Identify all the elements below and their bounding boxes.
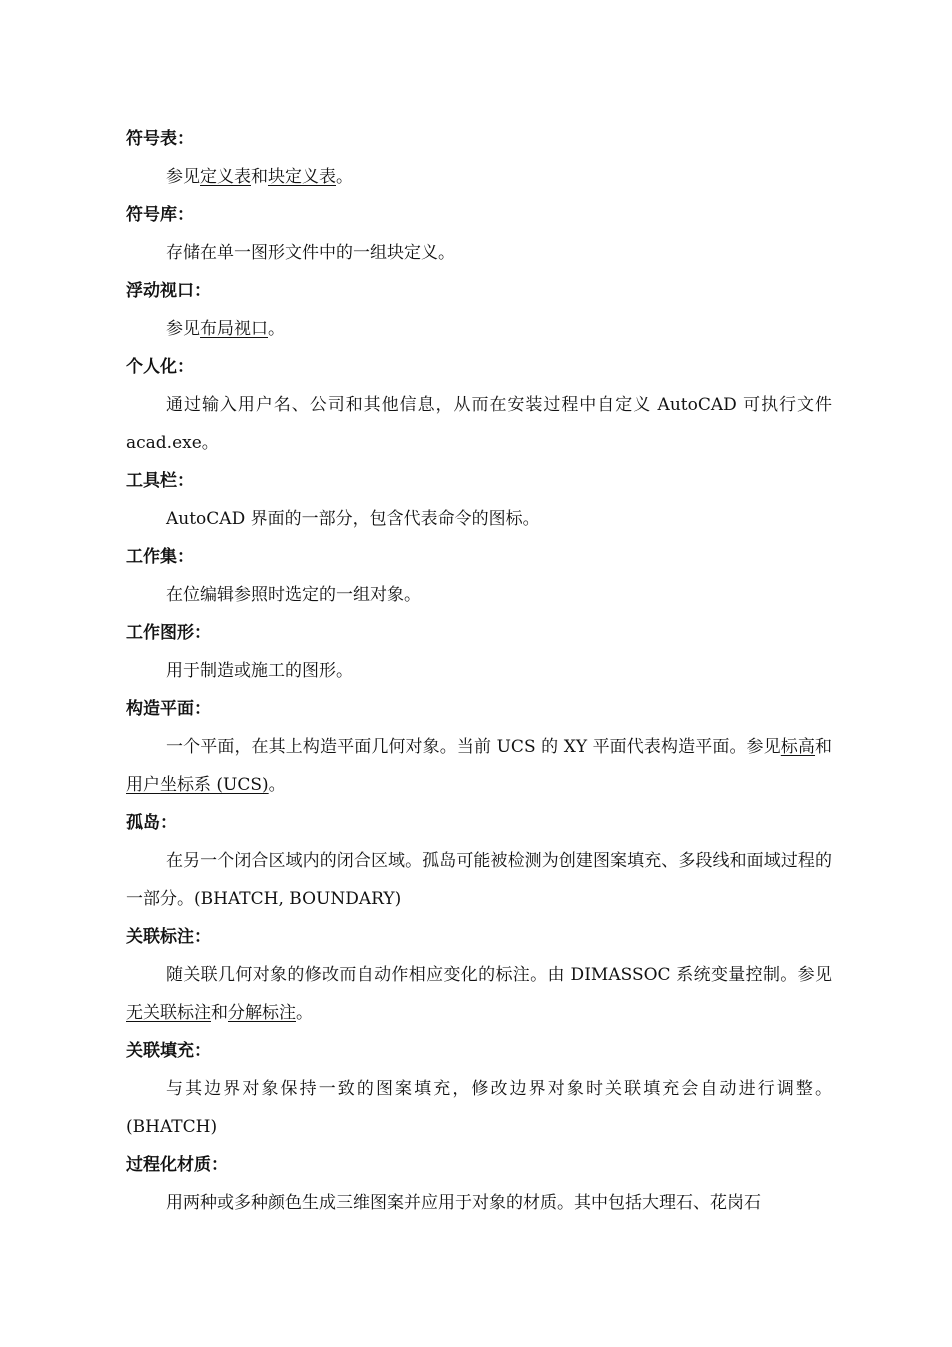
glossary-entry bbox=[126, 918, 832, 1032]
glossary-definition bbox=[126, 310, 832, 348]
glossary-definition bbox=[126, 842, 832, 918]
glossary-entry bbox=[126, 1032, 832, 1146]
definition-text: 用两种或多种颜色生成三维图案并应用于对象的材质。其中包括大理石、花岗石 bbox=[166, 1193, 761, 1213]
glossary-entry-list bbox=[126, 120, 832, 1222]
glossary-term: 符号库： bbox=[126, 205, 194, 225]
glossary-entry bbox=[126, 538, 832, 614]
link-user-coordinate-system[interactable]: 用户坐标系 (UCS) bbox=[126, 775, 269, 795]
definition-text: 参见 bbox=[166, 167, 200, 187]
definition-text: 与其边界对象保持一致的图案填充，修改边界对象时关联填充会自动进行调整。(BHATCH) bbox=[126, 1079, 832, 1137]
glossary-term: 工具栏： bbox=[126, 471, 194, 491]
definition-text: 和 bbox=[815, 737, 833, 757]
glossary-term: 符号表： bbox=[126, 129, 194, 149]
definition-text: 。 bbox=[296, 1003, 313, 1023]
link-block-definition-table[interactable]: 块定义表 bbox=[268, 167, 336, 187]
glossary-term: 孤岛： bbox=[126, 813, 177, 833]
link-layout-viewport[interactable]: 布局视口 bbox=[200, 319, 268, 339]
glossary-entry bbox=[126, 690, 832, 804]
glossary-definition bbox=[126, 1184, 832, 1222]
glossary-term: 工作图形： bbox=[126, 623, 211, 643]
glossary-term: 关联填充： bbox=[126, 1041, 211, 1061]
link-elevation[interactable]: 标高 bbox=[780, 737, 816, 757]
definition-text: 。 bbox=[268, 775, 286, 795]
definition-text: 和 bbox=[211, 1003, 228, 1023]
glossary-term: 过程化材质： bbox=[126, 1155, 228, 1175]
definition-text: AutoCAD 界面的一部分，包含代表命令的图标。 bbox=[166, 509, 540, 529]
glossary-definition bbox=[126, 234, 832, 272]
glossary-definition bbox=[126, 652, 832, 690]
glossary-entry bbox=[126, 1146, 832, 1222]
definition-text: 参见 bbox=[166, 319, 200, 339]
glossary-entry bbox=[126, 120, 832, 196]
glossary-term: 浮动视口： bbox=[126, 281, 211, 301]
glossary-term: 个人化： bbox=[126, 357, 194, 377]
glossary-term: 工作集： bbox=[126, 547, 194, 567]
glossary-definition bbox=[126, 386, 832, 462]
link-definition-table[interactable]: 定义表 bbox=[200, 167, 251, 187]
link-nonassociative-dimension[interactable]: 无关联标注 bbox=[126, 1003, 211, 1023]
definition-text: 随关联几何对象的修改而自动作相应变化的标注。由 DIMASSOC 系统变量控制。参见 bbox=[166, 965, 832, 985]
glossary-definition bbox=[126, 1070, 832, 1146]
definition-text: 一个平面，在其上构造平面几何对象。当前 UCS 的 XY 平面代表构造平面。参见 bbox=[166, 737, 781, 757]
glossary-term: 构造平面： bbox=[126, 699, 211, 719]
link-exploded-dimension[interactable]: 分解标注 bbox=[228, 1003, 296, 1023]
glossary-definition bbox=[126, 158, 832, 196]
glossary-definition bbox=[126, 956, 832, 1032]
glossary-entry bbox=[126, 272, 832, 348]
definition-text: 存储在单一图形文件中的一组块定义。 bbox=[166, 243, 455, 263]
definition-text: 和 bbox=[251, 167, 268, 187]
definition-text: 。 bbox=[268, 319, 285, 339]
glossary-definition bbox=[126, 500, 832, 538]
glossary-entry bbox=[126, 348, 832, 462]
definition-text: 用于制造或施工的图形。 bbox=[166, 661, 353, 681]
definition-text: 通过输入用户名、公司和其他信息，从而在安装过程中自定义 AutoCAD 可执行文件 acad.exe。 bbox=[126, 395, 832, 453]
glossary-entry bbox=[126, 614, 832, 690]
glossary-entry bbox=[126, 462, 832, 538]
glossary-definition bbox=[126, 728, 832, 804]
definition-text: 在位编辑参照时选定的一组对象。 bbox=[166, 585, 421, 605]
glossary-entry bbox=[126, 804, 832, 918]
definition-text: 在另一个闭合区域内的闭合区域。孤岛可能被检测为创建图案填充、多段线和面域过程的一部分。(BHATCH, BOUNDARY) bbox=[126, 851, 832, 909]
definition-text: 。 bbox=[336, 167, 353, 187]
glossary-entry bbox=[126, 196, 832, 272]
glossary-definition bbox=[126, 576, 832, 614]
glossary-term: 关联标注： bbox=[126, 927, 211, 947]
